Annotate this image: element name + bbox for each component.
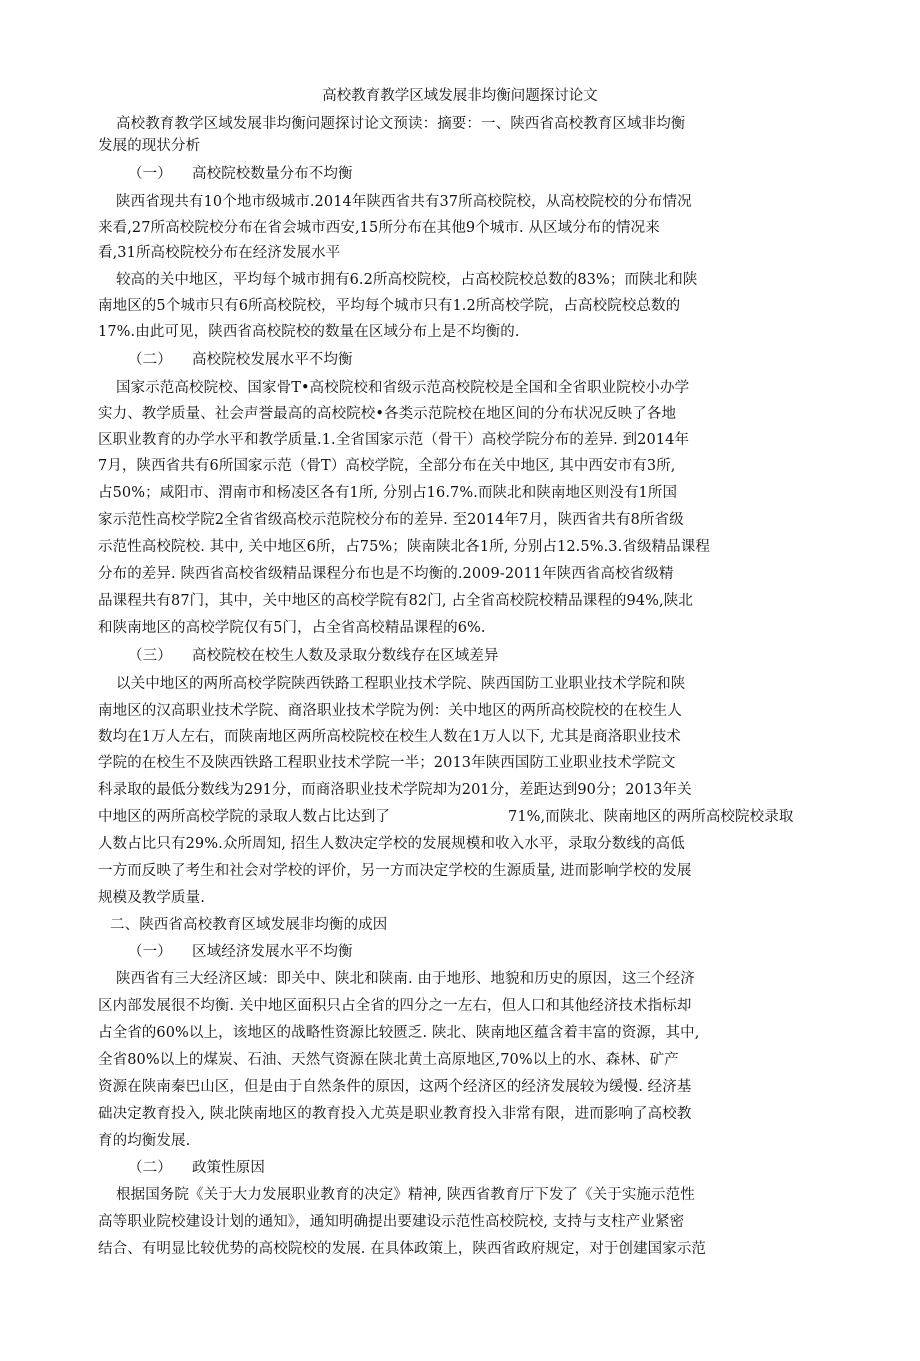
text-line: 全省80%以上的煤炭、石油、天然气资源在陕北黄土高原地区,70%以上的水、森林、矿产 [98,1052,679,1068]
text-line: 国家示范高校院校、国家骨T•高校院校和省级示范高校院校是全国和全省职业院校小办学 [116,380,690,396]
text-line-tail: 71%,而陕北、陕南地区的两所高校院校录取 [508,809,794,825]
text-line: 陕西省有三大经济区域：即关中、陕北和陕南. 由于地形、地貌和历史的原因，这三个经济 [116,971,695,987]
text-line: 南地区的5个城市只有6所高校院校，平均每个城市只有1.2所高校学院，占高校院校总数的 [98,298,681,314]
text-line: 较高的关中地区，平均每个城市拥有6.2所高校院校，占高校院校总数的83%；而陕北和陕 [116,272,698,288]
text-line: 一方而反映了考生和社会对学校的评价，另一方而决定学校的生源质量, 进而影响学校的发展 [98,863,692,879]
text-line: 品课程共有87门，其中，关中地区的高校学院有82门, 占全省高校院校精品课程的94%,陕北 [98,593,693,609]
heading-number: （二） [128,352,172,368]
text-line: 数均在1万人左右，而陕南地区两所高校院校在校生人数在1万人以下, 尤其是商洛职业技术 [98,729,681,745]
text-line: 根据国务院《关于大力发展职业教育的决定》精神, 陕西省教育厅下发了《关于实施示范性 [116,1187,695,1203]
text-line: 占全省的60%以上，该地区的战略性资源比较匮乏. 陕北、陕南地区蕴含着丰富的资源，其中, [98,1025,700,1041]
text-line: 人数占比只有29%.众所周知, 招生人数决定学校的发展规模和收入水平，录取分数线的高低 [98,836,685,852]
text-line: 区职业教育的办学水平和教学质量.1.全省国家示范（骨干）高校学院分布的差异. 到2014年 [98,432,690,448]
heading-text: 区域经济发展水平不均衡 [192,944,353,960]
text-line: 陕西省现共有10个地市级城市.2014年陕西省共有37所高校院校，从高校院校的分布情况 [116,194,692,210]
text-line: 看,31所高校院校分布在经济发展水平 [98,245,341,261]
text-line: 以关中地区的两所高校学院陕西铁路工程职业技术学院、陕西国防工业职业技术学院和陕 [116,676,686,692]
text-line: 和陕南地区的高校学院仅有5门，占全省高校精品课程的6%. [98,620,486,636]
text-line: 结合、有明显比较优势的高校院校的发展. 在具体政策上，陕西省政府规定，对于创建国家示范 [98,1241,707,1257]
section-heading [128,350,353,370]
heading-text: 高校院校在校生人数及录取分数线存在区域差异 [192,648,499,664]
text-line: 家示范性高校学院2全省省级高校示范院校分布的差异. 至2014年7月，陕西省共有8所省级 [98,512,684,528]
text-line: 发展的现状分析 [98,138,201,154]
text-line: 规模及教学质量. [98,890,205,906]
text-line: 高等职业院校建设计划的通知》，通知明确提出要建设示范性高校院校, 支持与支柱产业紧密 [98,1214,685,1230]
text-line: 育的均衡发展. [98,1133,191,1149]
heading-number: （一） [128,944,172,960]
section-heading [128,942,353,962]
text-line: 学院的在校生不及陕西铁路工程职业技术学院一半；2013年陕西国防工业职业技术学院文 [98,755,676,771]
text-line: 来看,27所高校院校分布在省会城市西安,15所分布在其他9个城市. 从区域分布的情况来 [98,220,660,236]
text-line: 中地区的两所高校学院的录取人数占比达到了 [98,809,390,825]
text-line: 示范性高校院校. 其中, 关中地区6所，占75%；陕南陕北各1所, 分别占12.5%.3.省级精品课程 [98,539,710,555]
document-title: 高校教育教学区域发展非均衡问题探讨论文 [322,88,598,104]
heading-number: （二） [128,1160,172,1176]
section-title: 二、陕西省高校教育区域发展非均衡的成因 [110,917,388,933]
text-line: 资源在陕南秦巴山区，但是由于自然条件的原因，这两个经济区的经济发展较为缓慢. 经济基 [98,1079,692,1095]
heading-number: （一） [128,166,172,182]
text-line: 础决定教育投入, 陕北陕南地区的教育投入尤英是职业教育投入非常有限，进而影响了高校教 [98,1106,692,1122]
heading-number: （三） [128,648,172,664]
heading-text: 高校院校发展水平不均衡 [192,352,353,368]
text-line: 科录取的最低分数线为291分，而商洛职业技术学院却为201分，差距达到90分；2013年关 [98,782,692,798]
section-heading [128,1158,265,1178]
text-line: 区内部发展很不均衡. 关中地区面积只占全省的四分之一左右，但人口和其他经济技术指标却 [98,998,692,1014]
section-heading [128,164,353,184]
text-line: 7月，陕西省共有6所国家示范（骨T）高校学院，全部分布在关中地区, 其中西安市有3所, [98,458,676,474]
heading-text: 高校院校数量分布不均衡 [192,166,353,182]
text-line: 17%.由此可见，陕西省高校院校的数量在区域分布上是不均衡的. [98,324,520,340]
text-line: 占50%；咸阳市、渭南市和杨凌区各有1所, 分别占16.7%.而陕北和陕南地区则没有1所国 [98,485,678,501]
section-heading [128,646,499,666]
text-line: 南地区的汉高职业技术学院、商洛职业技术学院为例：关中地区的两所高校院校的在校生人 [98,703,682,719]
heading-text: 政策性原因 [192,1160,265,1176]
text-line: 高校教育教学区域发展非均衡问题探讨论文预读：摘要：一、陕西省高校教育区域非均衡 [116,116,686,132]
text-line: 实力、教学质量、社会声誉最高的高校院校•各类示范院校在地区间的分布状况反映了各地 [98,406,677,422]
text-line: 分布的差异. 陕西省高校省级精品课程分布也是不均衡的.2009-2011年陕西省高校省级精 [98,566,674,582]
